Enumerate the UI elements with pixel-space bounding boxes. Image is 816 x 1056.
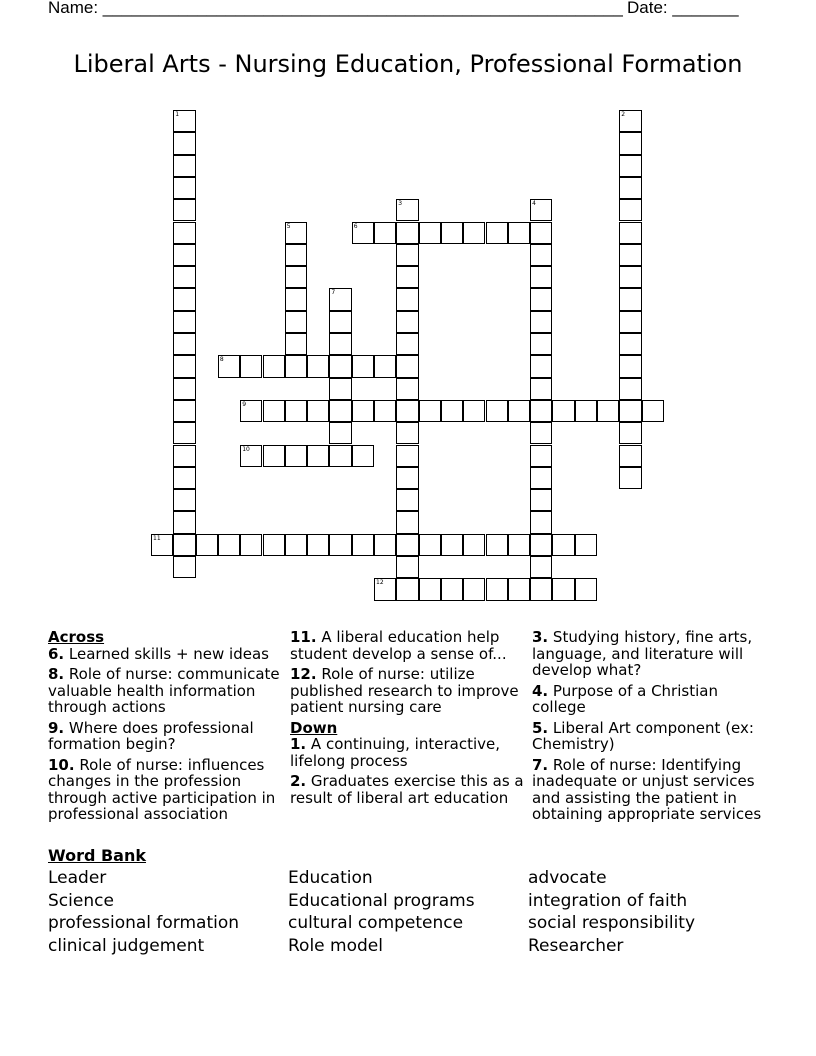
clue-number-label: 3 — [398, 200, 403, 208]
grid-cell[interactable] — [240, 534, 262, 556]
grid-cell[interactable] — [352, 534, 374, 556]
grid-cell[interactable] — [285, 244, 307, 266]
page-title: Liberal Arts - Nursing Education, Professional Formation — [73, 50, 743, 78]
grid-cell[interactable] — [530, 467, 552, 489]
grid-cell[interactable] — [508, 400, 530, 422]
grid-cell[interactable] — [508, 534, 530, 556]
grid-cell[interactable] — [463, 222, 485, 244]
grid-cell[interactable] — [396, 266, 418, 288]
grid-cell[interactable] — [173, 244, 195, 266]
grid-cell[interactable] — [530, 556, 552, 578]
grid-cell[interactable] — [530, 333, 552, 355]
clue-item — [48, 666, 286, 716]
grid-cell[interactable] — [329, 333, 351, 355]
clue-number: 4. — [532, 681, 549, 700]
clue-item — [532, 720, 770, 753]
grid-cell[interactable] — [642, 400, 664, 422]
grid-cell[interactable] — [575, 534, 597, 556]
word-bank-title: Word Bank — [48, 846, 147, 865]
clue-number: 6. — [48, 644, 65, 663]
grid-cell[interactable] — [619, 222, 641, 244]
grid-cell[interactable] — [173, 333, 195, 355]
grid-cell[interactable] — [374, 355, 396, 377]
clue-number: 7. — [532, 755, 549, 774]
grid-cell[interactable] — [508, 222, 530, 244]
clue-text: Role of nurse: Identifying inadequate or unjust services and assisting the patient in obtaining appropriate services — [532, 755, 762, 823]
clue-item — [532, 629, 770, 679]
grid-cell[interactable] — [552, 534, 574, 556]
grid-cell[interactable] — [173, 199, 195, 221]
grid-cell[interactable] — [530, 288, 552, 310]
grid-cell[interactable] — [307, 534, 329, 556]
word-bank-item: advocate — [528, 868, 607, 888]
grid-cell[interactable] — [463, 534, 485, 556]
clue-number: 5. — [532, 718, 549, 737]
grid-cell[interactable] — [173, 132, 195, 154]
clue-number-label: 5 — [286, 222, 291, 230]
clue-item — [48, 720, 286, 753]
word-bank-item: Leader — [48, 868, 107, 888]
grid-cell[interactable] — [486, 400, 508, 422]
clue-number: 9. — [48, 718, 65, 737]
grid-cell[interactable] — [329, 311, 351, 333]
grid-cell[interactable] — [530, 400, 552, 422]
clue-number: 1. — [290, 735, 307, 753]
grid-cell[interactable] — [441, 578, 463, 600]
grid-cell[interactable] — [285, 311, 307, 333]
grid-cell[interactable] — [352, 400, 374, 422]
clue-number-label: 8 — [219, 356, 224, 364]
name-blank[interactable]: _______________________________________________________ — [102, 0, 623, 17]
grid-cell[interactable] — [530, 422, 552, 444]
clue-text: Liberal Art component (ex: Chemistry) — [532, 718, 754, 753]
clue-text: A continuing, interactive, lifelong process — [290, 735, 500, 770]
clue-text: Purpose of a Christian college — [532, 681, 718, 716]
clue-number: 11. — [290, 628, 317, 646]
grid-cell[interactable] — [285, 445, 307, 467]
clue-text: A liberal education help student develop a sense of... — [290, 628, 507, 663]
grid-cell[interactable] — [419, 222, 441, 244]
grid-cell[interactable] — [173, 400, 195, 422]
clue-item — [290, 629, 528, 662]
grid-cell[interactable] — [619, 445, 641, 467]
grid-cell[interactable] — [597, 400, 619, 422]
grid-cell[interactable] — [374, 534, 396, 556]
grid-cell[interactable] — [396, 288, 418, 310]
section-heading-across: Across — [48, 628, 105, 646]
grid-cell[interactable] — [173, 556, 195, 578]
grid-cell[interactable] — [173, 311, 195, 333]
grid-cell[interactable] — [552, 578, 574, 600]
grid-cell[interactable] — [173, 155, 195, 177]
grid-cell[interactable] — [619, 155, 641, 177]
grid-cell[interactable] — [173, 534, 195, 556]
word-bank-item: Researcher — [528, 935, 624, 956]
date-label: Date: — [627, 0, 673, 17]
section-heading-down: Down — [290, 718, 338, 737]
grid-cell[interactable] — [396, 489, 418, 511]
grid-cell[interactable] — [530, 355, 552, 377]
grid-cell[interactable] — [530, 578, 552, 600]
clue-text: Where does professional formation begin? — [48, 718, 254, 753]
clue-number: 3. — [532, 628, 549, 646]
grid-cell[interactable] — [530, 222, 552, 244]
clue-text: Graduates exercise this as a result of liberal art education — [290, 772, 524, 807]
clue-number-label: 7 — [331, 289, 336, 297]
word-bank-item: Education — [288, 868, 373, 888]
grid-cell[interactable] — [619, 355, 641, 377]
grid-cell[interactable] — [352, 355, 374, 377]
grid-cell[interactable] — [619, 199, 641, 221]
grid-cell[interactable] — [530, 489, 552, 511]
clue-column-2 — [290, 629, 528, 810]
grid-cell[interactable] — [396, 311, 418, 333]
clue-number-label: 2 — [621, 111, 626, 118]
grid-cell[interactable] — [285, 333, 307, 355]
grid-cell[interactable] — [619, 132, 641, 154]
grid-cell[interactable] — [396, 378, 418, 400]
grid-cell[interactable] — [619, 333, 641, 355]
grid-cell[interactable] — [329, 378, 351, 400]
clue-number-label: 10 — [242, 445, 250, 453]
grid-cell[interactable] — [619, 400, 641, 422]
grid-cell[interactable] — [307, 445, 329, 467]
grid-cell[interactable] — [396, 422, 418, 444]
clue-item — [532, 757, 770, 823]
grid-cell[interactable] — [218, 534, 240, 556]
clue-number: 10. — [48, 755, 75, 774]
grid-cell[interactable] — [441, 534, 463, 556]
grid-cell[interactable] — [329, 422, 351, 444]
grid-cell[interactable] — [396, 556, 418, 578]
word-bank-item: Educational programs — [288, 890, 475, 911]
grid-cell[interactable] — [329, 534, 351, 556]
grid-cell[interactable] — [396, 244, 418, 266]
grid-cell[interactable] — [307, 355, 329, 377]
grid-cell[interactable] — [619, 288, 641, 310]
word-bank-item: Science — [48, 890, 114, 911]
clue-number: 12. — [290, 665, 317, 683]
grid-cell[interactable] — [329, 445, 351, 467]
grid-cell[interactable] — [173, 266, 195, 288]
grid-cell[interactable] — [307, 400, 329, 422]
word-bank-item: social responsibility — [528, 913, 696, 934]
clue-text: Learned skills + new ideas — [68, 644, 269, 663]
grid-cell[interactable] — [263, 355, 285, 377]
grid-cell[interactable] — [619, 177, 641, 199]
grid-cell[interactable] — [285, 534, 307, 556]
grid-cell[interactable] — [419, 400, 441, 422]
clue-item — [290, 736, 528, 769]
clue-number-label: 11 — [153, 534, 161, 542]
grid-cell[interactable] — [329, 400, 351, 422]
word-bank-item: cultural competence — [288, 913, 464, 934]
grid-cell[interactable] — [173, 511, 195, 533]
grid-cell[interactable] — [329, 355, 351, 377]
grid-cell[interactable] — [396, 534, 418, 556]
grid-cell[interactable] — [530, 311, 552, 333]
grid-cell[interactable] — [575, 578, 597, 600]
grid-cell[interactable] — [396, 445, 418, 467]
word-bank-item: professional formation — [48, 913, 240, 934]
grid-cell[interactable] — [396, 222, 418, 244]
grid-cell[interactable] — [352, 445, 374, 467]
grid-cell[interactable] — [173, 288, 195, 310]
grid-cell[interactable] — [173, 355, 195, 377]
word-bank-item: integration of faith — [528, 890, 688, 911]
grid-cell[interactable] — [619, 311, 641, 333]
word-bank-item: clinical judgement — [48, 935, 205, 956]
word-bank-item: Role model — [288, 935, 383, 956]
clue-text: Role of nurse: influences changes in the profession through active participation in professional association — [48, 755, 276, 823]
grid-cell[interactable] — [441, 222, 463, 244]
grid-cell[interactable] — [552, 400, 574, 422]
grid-cell[interactable] — [285, 288, 307, 310]
grid-cell[interactable] — [374, 222, 396, 244]
name-label: Name: — [48, 0, 103, 17]
grid-cell[interactable] — [173, 222, 195, 244]
grid-cell[interactable] — [240, 355, 262, 377]
grid-cell[interactable] — [619, 422, 641, 444]
clue-number: 2. — [290, 772, 307, 790]
grid-cell[interactable] — [530, 511, 552, 533]
grid-cell[interactable] — [419, 534, 441, 556]
grid-cell[interactable] — [486, 222, 508, 244]
grid-cell[interactable] — [396, 467, 418, 489]
grid-cell[interactable] — [530, 378, 552, 400]
grid-cell[interactable] — [263, 534, 285, 556]
grid-cell[interactable] — [374, 400, 396, 422]
grid-cell[interactable] — [396, 333, 418, 355]
clue-item — [48, 646, 286, 663]
clue-number-label: 9 — [242, 400, 247, 408]
grid-cell[interactable] — [463, 400, 485, 422]
grid-cell[interactable] — [419, 578, 441, 600]
grid-cell[interactable] — [530, 244, 552, 266]
clue-number-label: 6 — [353, 222, 358, 230]
grid-cell[interactable] — [486, 534, 508, 556]
clue-item — [290, 773, 528, 806]
clue-number-label: 12 — [376, 579, 384, 587]
clue-text: Role of nurse: communicate valuable health information through actions — [48, 665, 280, 716]
grid-cell[interactable] — [285, 400, 307, 422]
grid-cell[interactable] — [575, 400, 597, 422]
grid-cell[interactable] — [619, 244, 641, 266]
grid-cell[interactable] — [530, 534, 552, 556]
clue-column-1 — [48, 629, 286, 827]
grid-cell[interactable] — [530, 445, 552, 467]
clue-item — [290, 666, 528, 716]
date-blank[interactable]: _______ — [672, 0, 739, 17]
clue-text: Studying history, fine arts, language, and literature will develop what? — [532, 628, 753, 679]
grid-cell[interactable] — [173, 445, 195, 467]
grid-cell[interactable] — [396, 400, 418, 422]
grid-cell[interactable] — [463, 578, 485, 600]
clue-number-label: 1 — [175, 111, 180, 118]
grid-cell[interactable] — [441, 400, 463, 422]
grid-cell[interactable] — [173, 422, 195, 444]
grid-cell[interactable] — [619, 467, 641, 489]
clue-item — [48, 757, 286, 823]
grid-cell[interactable] — [173, 467, 195, 489]
grid-cell[interactable] — [285, 355, 307, 377]
grid-cell[interactable] — [396, 511, 418, 533]
grid-cell[interactable] — [396, 578, 418, 600]
grid-cell[interactable] — [263, 400, 285, 422]
clue-column-3 — [532, 629, 770, 827]
grid-cell[interactable] — [508, 578, 530, 600]
grid-cell[interactable] — [196, 534, 218, 556]
grid-cell[interactable] — [263, 445, 285, 467]
grid-cell[interactable] — [530, 266, 552, 288]
grid-cell[interactable] — [285, 266, 307, 288]
clue-text: Role of nurse: utilize published research to improve patient nursing care — [290, 665, 519, 716]
clue-number: 8. — [48, 665, 65, 683]
grid-cell[interactable] — [486, 578, 508, 600]
grid-cell[interactable] — [173, 489, 195, 511]
grid-cell[interactable] — [173, 378, 195, 400]
grid-cell[interactable] — [173, 177, 195, 199]
grid-cell[interactable] — [619, 378, 641, 400]
clue-number-label: 4 — [532, 200, 536, 208]
grid-cell[interactable] — [619, 266, 641, 288]
clue-item — [532, 683, 770, 716]
grid-cell[interactable] — [396, 355, 418, 377]
